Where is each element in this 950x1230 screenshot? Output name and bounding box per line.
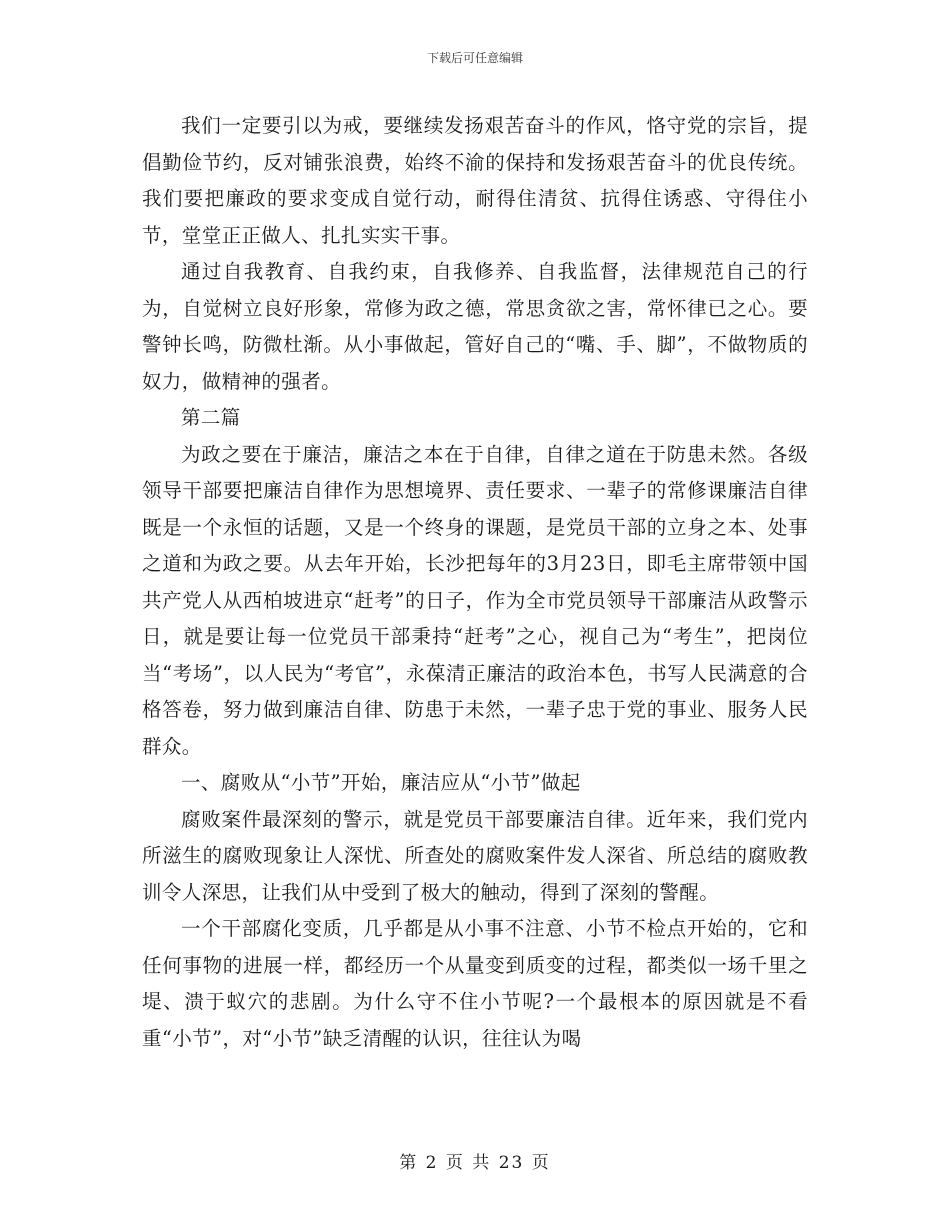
page-footer: 第 2 页 共 23 页 [399,1153,551,1173]
subheading-one: 一、腐败从“小节”开始，廉洁应从“小节”做起 [181,771,581,794]
paragraph-1: 我们一定要引以为戒，要继续发扬艰苦奋斗的作风，恪守党的宗旨，提倡勤俭节约，反对铺张浪费，始终不渝的保持和发扬艰苦奋斗的优良传统。我们要把廉政的要求变成自觉行动，耐得住清贫、抗得住诱惑、守得住小节，堂堂正正做人、扎扎实实干事。 [142,114,808,247]
section-heading-part-two: 第二篇 [181,406,241,429]
paragraph-4: 腐败案件最深刻的警示，就是党员干部要廉洁自律。近年来，我们党内所滋生的腐败现象让人深忧、所查处的腐败案件发人深省、所总结的腐败教训令人深思，让我们从中受到了极大的触动，得到了深刻的警醒。 [142,807,808,904]
page-header: 下载后可任意编辑 [426,51,523,65]
paragraph-2: 通过自我教育、自我约束，自我修养、自我监督，法律规范自己的行为，自觉树立良好形象，常修为政之德，常思贪欲之害，常怀律已之心。要警钟长鸣，防微杜渐。从小事做起，管好自己的“嘴、手、脚”，不做物质的奴力，做精神的强者。 [142,260,808,393]
paragraph-5: 一个干部腐化变质，几乎都是从小事不注意、小节不检点开始的，它和任何事物的进展一样，都经历一个从量变到质变的过程，都类似一场千里之堤、溃于蚁穴的悲剧。为什么守不住小节呢?一个最根本的原因就是不看重“小节”，对“小节”缺乏清醒的认识，往往认为喝 [142,917,808,1050]
document-body [142,108,808,1057]
paragraph-3: 为政之要在于廉洁，廉洁之本在于自律，自律之道在于防患未然。各级领导干部要把廉洁自律作为思想境界、责任要求、一辈子的常修课廉洁自律既是一个永恒的话题，又是一个终身的课题，是党员干部的立身之本、处事之道和为政之要。从去年开始，长沙把每年的3月23日，即毛主席带领中国共产党人从西柏坡进京“赶考”的日子，作为全市党员领导干部廉洁从政警示日，就是要让每一位党员干部秉持“赶考”之心，视自己为“考生”，把岗位当“考场”，以人民为“考官”，永葆清正廉洁的政治本色，书写人民满意的合格答卷，努力做到廉洁自律、防患于未然，一辈子忠于党的事业、服务人民群众。 [142,442,808,758]
